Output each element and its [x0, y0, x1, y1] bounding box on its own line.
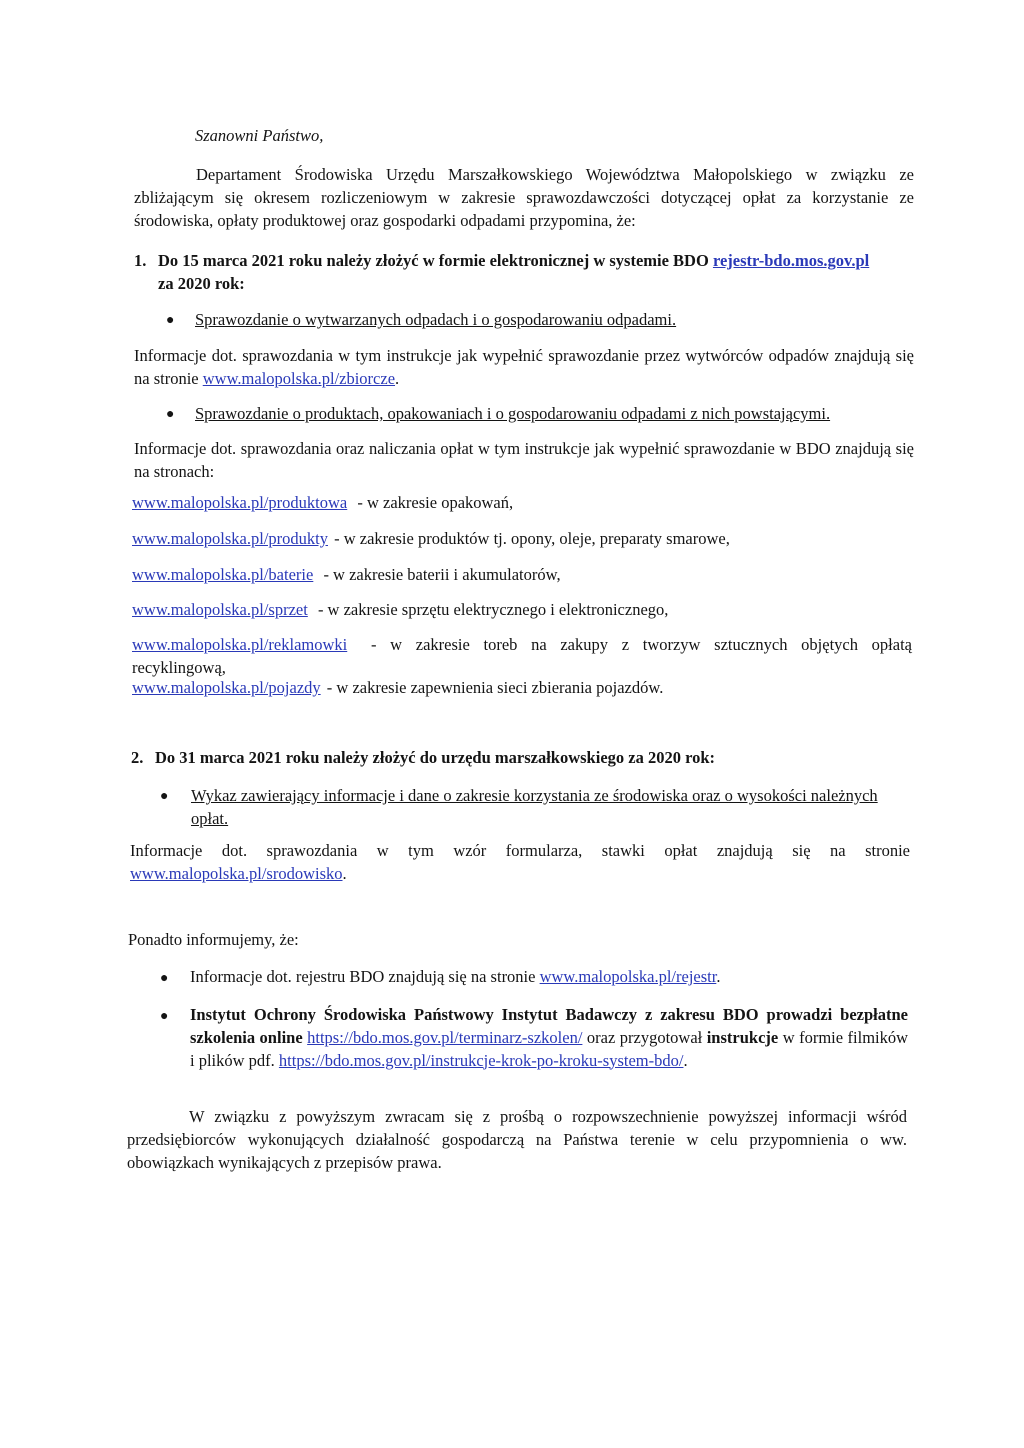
section2-info [130, 840, 910, 886]
link-desc: - w zakresie sprzętu elektrycznego i elektronicznego, [317, 600, 669, 619]
bullet-icon: ● [160, 1009, 169, 1024]
bullet-icon: ● [166, 407, 175, 422]
section1-heading-year: za 2020 rok: [158, 273, 245, 293]
link-row [132, 634, 912, 680]
section3-bullet1 [190, 966, 720, 989]
reklamowki-link[interactable]: www.malopolska.pl/reklamowki [132, 635, 348, 654]
section3-bullet2-end: . [683, 1050, 688, 1070]
link-row [132, 599, 668, 622]
section1-info1 [134, 345, 914, 391]
section1-bullet2: Sprawozdanie o produktach, opakowaniach i o gospodarowaniu odpadami z nich powstającymi. [195, 404, 831, 423]
bdo-registry-link[interactable]: rejestr-bdo.mos.gov.pl [712, 251, 870, 270]
section2-info-text: Informacje dot. sprawozdania w tym wzór formularza, stawki opłat znajdują się na stronie [130, 841, 910, 860]
section3-bullet2 [190, 1004, 908, 1072]
intro-paragraph: Departament Środowiska Urzędu Marszałkowskiego Województwa Małopolskiego w związku ze zbliżającym się okresem rozliczeniowym w zakresie sprawozdawczości dotyczącej opłat za korzystanie ze środowiska, opłaty produktowej oraz gospodarki odpadami przypomina, że: [134, 165, 914, 230]
section1-info2: Informacje dot. sprawozdania oraz naliczania opłat w tym instrukcje jak wypełnić sprawozdanie w BDO znajdują się na stronach: [134, 439, 914, 481]
greeting: Szanowni Państwo, [195, 126, 324, 145]
baterie-link[interactable]: www.malopolska.pl/baterie [132, 565, 314, 584]
link-row [132, 564, 561, 587]
link-desc: - w zakresie produktów tj. opony, oleje, preparaty smarowe, [334, 529, 730, 548]
section3-bullet1-text: Informacje dot. rejestru BDO znajdują się na stronie [190, 967, 536, 986]
bullet-icon: ● [160, 789, 169, 804]
bullet-icon: ● [166, 313, 175, 328]
section3-intro: Ponadto informujemy, że: [128, 930, 299, 949]
link-row [132, 528, 730, 551]
instrukcje-link[interactable]: https://bdo.mos.gov.pl/instrukcje-krok-po-kroku-system-bdo/ [278, 1050, 684, 1070]
section3-bullet1-end: . [716, 967, 721, 986]
produkty-link[interactable]: www.malopolska.pl/produkty [132, 529, 328, 548]
section1-heading-text: Do 15 marca 2021 roku należy złożyć w formie elektronicznej w systemie BDO [158, 251, 709, 270]
pojazdy-link[interactable]: www.malopolska.pl/pojazdy [132, 678, 321, 697]
section1-bullet1: Sprawozdanie o wytwarzanych odpadach i o gospodarowaniu odpadami. [195, 310, 677, 329]
srodowisko-link[interactable]: www.malopolska.pl/srodowisko [130, 863, 343, 883]
link-row [132, 492, 513, 515]
terminarz-szkolen-link[interactable]: https://bdo.mos.gov.pl/terminarz-szkolen/ [307, 1027, 583, 1047]
section3-bullet2-mid2: w formie filmików i plików pdf. [190, 1027, 909, 1070]
produktowa-link[interactable]: www.malopolska.pl/produktowa [132, 493, 348, 512]
section2-number: 2. [131, 748, 144, 767]
sprzet-link[interactable]: www.malopolska.pl/sprzet [132, 600, 308, 619]
section1-heading [158, 250, 918, 296]
section1-info1-end: . [395, 368, 400, 388]
section1-info1-text: Informacje dot. sprawozdania w tym instrukcje jak wypełnić sprawozdanie przez wytwórców odpadów znajdują się na stronie [134, 346, 914, 388]
section2-heading: Do 31 marca 2021 roku należy złożyć do urzędu marszałkowskiego za 2020 rok: [155, 748, 716, 767]
rejestr-link[interactable]: www.malopolska.pl/rejestr [539, 967, 717, 986]
link-desc: - w zakresie zapewnienia sieci zbierania pojazdów. [326, 678, 664, 697]
section2-bullet: Wykaz zawierający informacje i dane o zakresie korzystania ze środowiska oraz o wysokości należnych opłat. [191, 786, 878, 828]
zbiorcze-link[interactable]: www.malopolska.pl/zbiorcze [202, 368, 396, 388]
section3-bullet2-bold2: instrukcje [706, 1027, 779, 1047]
closing-paragraph: W związku z powyższym zwracam się z prośbą o rozpowszechnienie powyższej informacji wśród przedsiębiorców wykonujących działalność gospodarczą na Państwa terenie w celu przypomnienia o ww. obowiązkach wynikających z przepisów prawa. [127, 1107, 907, 1172]
section3-bullet2-mid: oraz przygotował [586, 1027, 703, 1047]
bullet-icon: ● [160, 971, 169, 986]
section2-info-end: . [342, 863, 347, 883]
section1-number: 1. [134, 251, 147, 270]
section3-bullet2-bold: Instytut Ochrony Środowiska Państwowy Instytut Badawczy z zakresu BDO prowadzi bezpłatne szkolenia online [190, 1005, 908, 1047]
link-desc: - w zakresie baterii i akumulatorów, [323, 565, 561, 584]
link-desc: - w zakresie opakowań, [357, 493, 514, 512]
link-row [132, 677, 663, 700]
link-desc: - w zakresie toreb na zakupy z tworzyw sztucznych objętych opłatą recyklingową, [132, 635, 912, 677]
